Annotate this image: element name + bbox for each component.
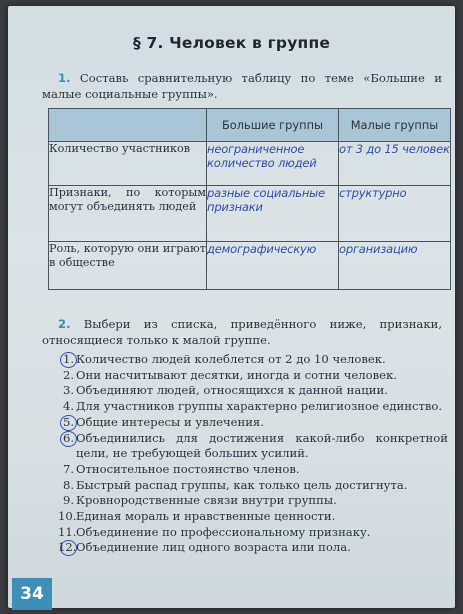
list-item-number: 12. [58, 540, 77, 555]
list-item [58, 352, 448, 368]
page-title: § 7. Человек в группе [132, 34, 331, 52]
task-1-text: Составь сравнительную таблицу по теме «Большие и малые социальные группы». [42, 71, 442, 101]
table-header-big: Большие группы [207, 109, 339, 142]
task-1-number: 1. [58, 71, 71, 85]
page-number: 34 [12, 578, 52, 610]
list-item [58, 462, 448, 478]
row-label: Количество участников [49, 142, 207, 186]
list-item-number: 8. [62, 477, 74, 492]
row-label: Признаки, по которым могут объединять людей [49, 186, 207, 242]
list-item-number: 10. [58, 509, 77, 524]
list-item [58, 509, 448, 525]
handwritten-answer: неограниченное количество людей [207, 142, 339, 186]
list-item-number: 9. [62, 493, 74, 508]
table-row [49, 186, 451, 242]
list-item-number: 6. [62, 430, 74, 445]
criteria-list [58, 352, 448, 556]
list-item-number: 2. [62, 367, 74, 382]
list-item-text: Кровнородственные связи внутри группы. [76, 493, 337, 508]
list-item-number: 11. [58, 524, 77, 539]
table-header-row [49, 109, 451, 142]
list-item-text: Они насчитывают десятки, иногда и сотни человек. [76, 367, 397, 382]
task-2-text: Выбери из списка, приведённого ниже, признаки, относящиеся только к малой группе. [42, 317, 443, 347]
list-item [58, 525, 448, 541]
task-1 [42, 70, 442, 102]
list-item-text: Быстрый распад группы, как только цель достигнута. [76, 477, 408, 492]
handwritten-answer: от 3 до 15 человек [339, 142, 451, 186]
list-item [58, 493, 448, 509]
list-item-text: Для участников группы характерно религиозное единство. [76, 399, 443, 414]
table-header-empty [49, 109, 207, 142]
handwritten-answer: организацию [339, 242, 451, 290]
list-item-text: Объединяют людей, относящихся к данной нации. [76, 383, 388, 398]
row-label: Роль, которую они играют в обществе [49, 242, 207, 290]
table-header-small: Малые группы [339, 109, 451, 142]
list-item [58, 368, 448, 384]
list-item-number: 4. [62, 399, 74, 414]
handwritten-answer: структурно [339, 186, 451, 242]
handwritten-answer: разные социальные признаки [207, 186, 339, 242]
task-2-number: 2. [58, 317, 71, 331]
list-item-text: Объединились для достижения какой-либо конкретной цели, не требующей больших усилий. [76, 430, 448, 461]
list-item-text: Относительное постоянство членов. [76, 461, 300, 476]
list-item-text: Общие интересы и увлечения. [76, 414, 264, 429]
task-2 [42, 316, 442, 348]
list-item-number: 5. [62, 414, 74, 429]
list-item [58, 415, 448, 431]
handwritten-answer: демографическую [207, 242, 339, 290]
list-item-text: Объединение лиц одного возраста или пола. [76, 540, 351, 555]
comparison-table [48, 108, 451, 290]
list-item [58, 383, 448, 399]
list-item-number: 3. [62, 383, 74, 398]
list-item [58, 431, 448, 462]
table-row [49, 142, 451, 186]
list-item-text: Количество людей колеблется от 2 до 10 человек. [76, 352, 386, 366]
list-item-number: 1. [62, 352, 74, 366]
list-item [58, 399, 448, 415]
table-row [49, 242, 451, 290]
list-item-text: Единая мораль и нравственные ценности. [76, 509, 336, 524]
list-item-number: 7. [62, 461, 74, 476]
list-item-text: Объединение по профессиональному признаку. [76, 524, 371, 539]
list-item [58, 540, 448, 556]
workbook-page [8, 6, 455, 608]
list-item [58, 478, 448, 494]
